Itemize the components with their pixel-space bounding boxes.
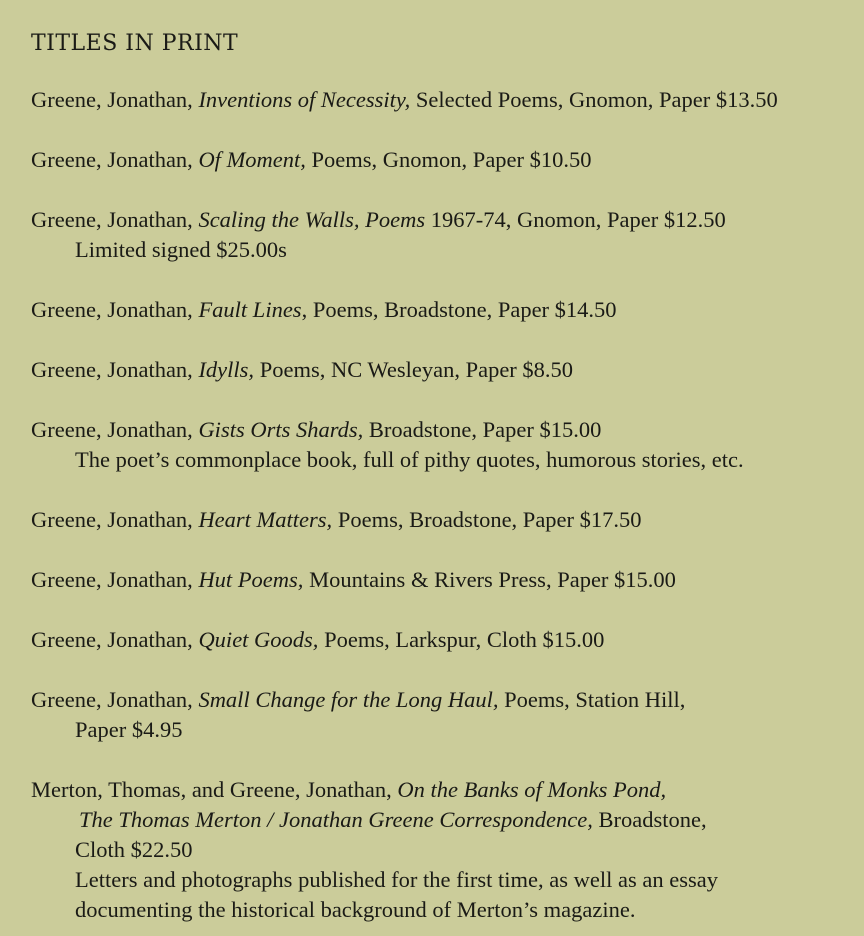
entry-details: Selected Poems, Gnomon, Paper $13.50 [415,87,778,112]
entry-line [31,685,851,715]
entry-details: , Poems, Broadstone, Paper $14.50 [301,297,617,322]
list-item [31,295,851,325]
entry-author: Greene, Jonathan, [31,87,193,112]
entry-line [31,85,851,115]
entry-details: Poems, NC Wesleyan, Paper $8.50 [259,357,574,382]
entry-title: On the Banks of Monks Pond, [397,777,667,802]
list-item [31,565,851,595]
list-item [31,415,851,475]
entry-title: Inventions of Necessity, [198,87,411,112]
entry-author: Merton, Thomas, and Greene, Jonathan, [31,777,392,802]
entry-details: Broadstone, Paper $15.00 [368,417,602,442]
entry-description: documenting the historical background of Merton’s magazine. [75,897,636,922]
page-title: TITLES IN PRINT [31,31,239,56]
list-item [31,505,851,535]
entry-details: Poems, Larkspur, Cloth $15.00 [324,627,605,652]
entry-details: Poems, Gnomon, Paper $10.50 [311,147,592,172]
list-item [31,685,851,745]
entry-line [31,205,851,235]
entry-details: Poems, Broadstone, Paper $17.50 [337,507,642,532]
entry-details: Mountains & Rivers Press, Paper $15.00 [309,567,676,592]
entry-author: Greene, Jonathan, [31,147,193,172]
entry-line [31,775,851,805]
entry-subtitle-line [31,805,851,835]
list-item [31,355,851,385]
entry-title: Small Change for the Long Haul, [198,687,499,712]
entry-author: Greene, Jonathan, [31,207,193,232]
entry-title: Of Moment, [198,147,306,172]
entry-details: Poems, Station Hill, [504,687,686,712]
list-item [31,625,851,655]
entry-details: 1967-74, Gnomon, Paper $12.50 [430,207,726,232]
entry-details: Broadstone, [598,807,707,832]
entry-title: Quiet Goods, [198,627,319,652]
entry-line [31,415,851,445]
entry-title: Scaling the Walls, Poems [198,207,426,232]
entry-author: Greene, Jonathan, [31,357,193,382]
entry-line [31,295,851,325]
entry-line [31,565,851,595]
entry-title: Idylls, [198,357,255,382]
entry-title: Gists Orts Shards, [198,417,364,442]
entry-line [31,625,851,655]
entry-title: Fault Lines [198,297,302,322]
entry-line [31,355,851,385]
entry-title: Heart Matters, [198,507,333,532]
list-item [31,775,851,925]
entry-note: Cloth $22.50 [75,837,193,862]
entry-author: Greene, Jonathan, [31,507,193,532]
entry-author: Greene, Jonathan, [31,687,193,712]
entry-line [31,145,851,175]
entry-author: Greene, Jonathan, [31,627,193,652]
entry-line [31,505,851,535]
entry-description: Letters and photographs published for the first time, as well as an essay [75,867,718,892]
list-item [31,205,851,265]
entry-author: Greene, Jonathan, [31,567,193,592]
list-item [31,85,851,115]
entry-author: Greene, Jonathan, [31,297,193,322]
list-item [31,145,851,175]
entry-note: Limited signed $25.00s [75,237,287,262]
entry-note: Paper $4.95 [75,717,183,742]
entry-subtitle: The Thomas Merton / Jonathan Greene Correspondence, [79,807,593,832]
titles-list [31,85,851,936]
entry-title: Hut Poems, [198,567,304,592]
entry-note: The poet’s commonplace book, full of pithy quotes, humorous stories, etc. [75,447,744,472]
entry-author: Greene, Jonathan, [31,417,193,442]
